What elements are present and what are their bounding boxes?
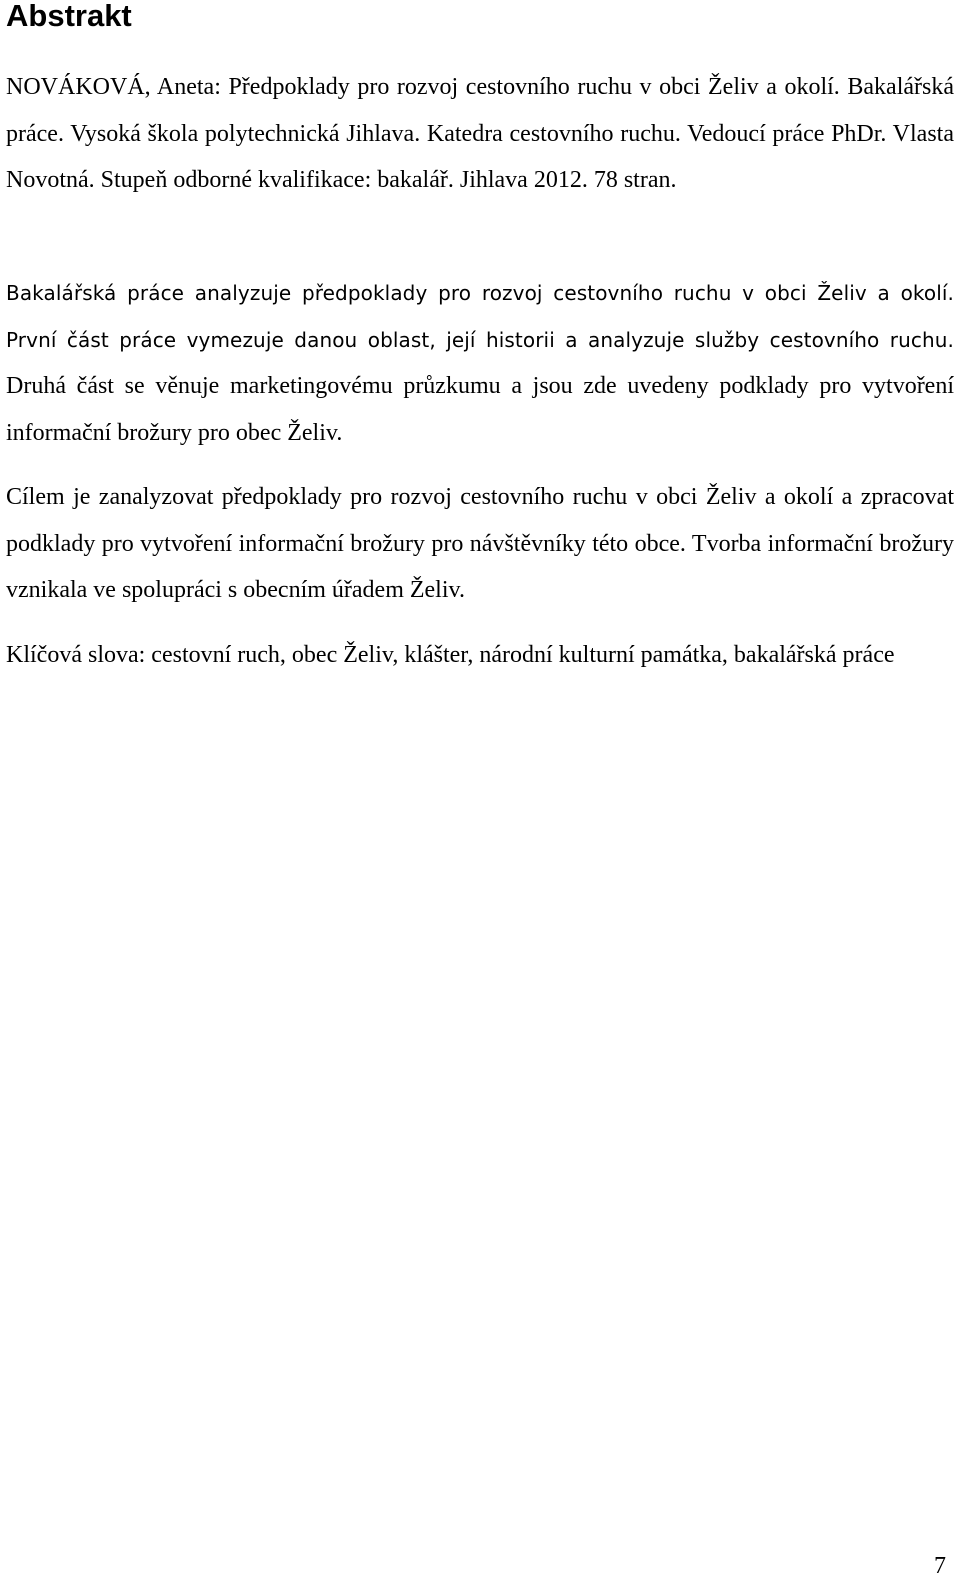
summary-text-part1: Bakalářská práce analyzuje předpoklady pro rozvoj cestovního ruchu v obci Želiv a okolí. První část práce vymezuje danou oblast, její historii a analyzuje služby cestovního ruchu. [6,281,954,352]
page-title: Abstrakt [6,0,132,33]
goal-paragraph: Cílem je zanalyzovat předpoklady pro rozvoj cestovního ruchu v obci Želiv a okolí a zpracovat podklady pro vytvoření informační brožury pro návštěvníky této obce. Tvorba informační brožury vznikala ve spolupráci s obecním úřadem Želiv. [6,484,954,603]
summary-text-part2: Druhá část se věnuje marketingovému průzkumu a jsou zde uvedeny podklady pro vytvoření informační brožury pro obec Želiv. [6,373,954,446]
summary-paragraph [6,270,954,456]
page-number: 7 [934,1553,946,1579]
keywords-paragraph: Klíčová slova: cestovní ruch, obec Želiv, klášter, národní kulturní památka, bakalářská práce [6,642,895,668]
citation-paragraph: NOVÁKOVÁ, Aneta: Předpoklady pro rozvoj cestovního ruchu v obci Želiv a okolí. Bakalářská práce. Vysoká škola polytechnická Jihlava. Katedra cestovního ruchu. Vedoucí práce PhDr. Vlasta Novotná. Stupeň odborné kvalifikace: bakalář. Jihlava 2012. 78 stran. [6,74,954,193]
